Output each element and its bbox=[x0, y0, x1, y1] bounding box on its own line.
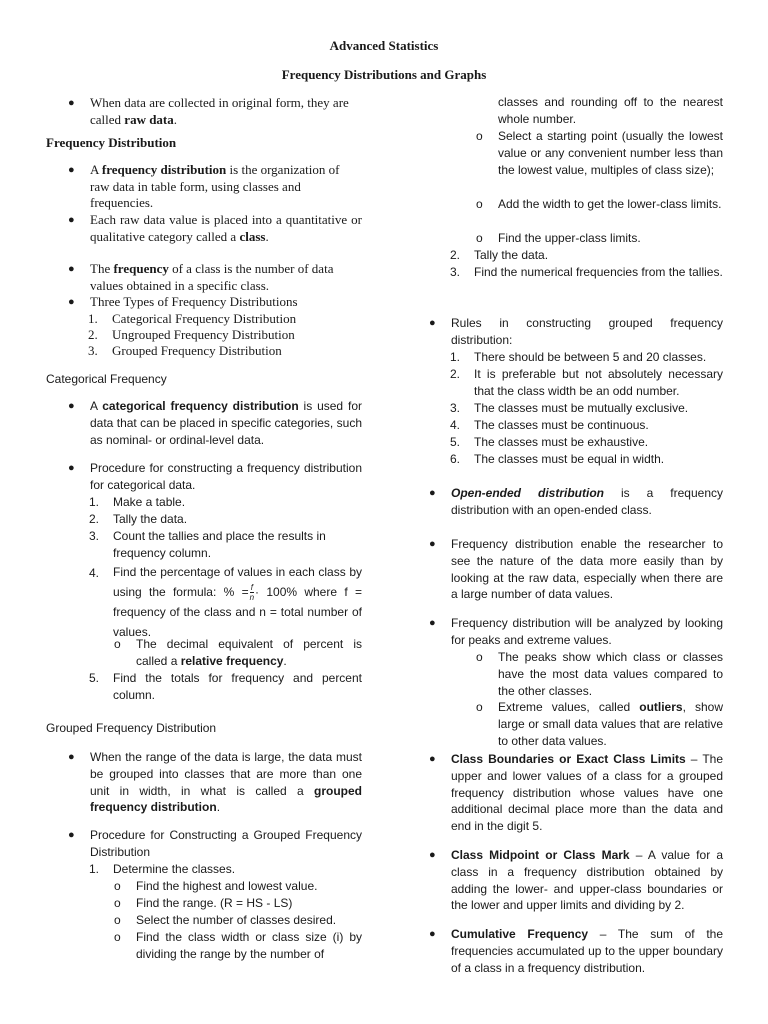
grp-sub-1: o Find the highest and lowest value. bbox=[114, 879, 318, 893]
grp-sub-2: o Find the range. (R = HS - LS) bbox=[114, 896, 293, 910]
r-sub-1: o Select a starting point (usually the lowest value or any convenient number less than the lowest value, multiples of class size); bbox=[476, 129, 723, 177]
grp-sub-4: o Find the class width or class size (i) by dividing the range by the number of bbox=[114, 930, 362, 961]
categorical-procedure-item: ● Procedure for constructing a frequency distribution for categorical data. bbox=[68, 461, 362, 492]
cat-step-1: 1. Make a table. bbox=[89, 495, 186, 509]
peaks-sub-2: o Extreme values, called outliers, show large or small data values that are relative to other data values. bbox=[476, 700, 723, 748]
grp-step-1: 1. Determine the classes. bbox=[89, 862, 236, 876]
r-sub-2: o Add the width to get the lower-class limits. bbox=[476, 197, 722, 211]
peaks-sub-1: o The peaks show which class or classes have the most data values compared to the other classes. bbox=[476, 650, 723, 698]
cat-step-3: 3. Count the tallies and place the results in frequency column. bbox=[89, 529, 326, 560]
continued-line: classes and rounding off to the nearest whole number. bbox=[498, 95, 723, 126]
type-2: 2. Ungrouped Frequency Distribution bbox=[88, 327, 295, 342]
rule-3: 3. The classes must be mutually exclusive. bbox=[450, 401, 689, 415]
bullet-marker: ● bbox=[68, 97, 75, 109]
rule-5: 5. The classes must be exhaustive. bbox=[450, 435, 649, 449]
open-ended-item: ● Open-ended distribution is a frequency distribution with an open-ended class. bbox=[429, 486, 723, 517]
class-definition-item: ● Each raw data value is placed into a quantitative or qualitative category called a class. bbox=[68, 212, 362, 244]
document-subtitle: Frequency Distributions and Graphs bbox=[281, 67, 487, 82]
percent-formula: % = $\frac{f}{n}$ · 100% bbox=[223, 583, 298, 603]
section-heading-frequency-distribution: Frequency Distribution bbox=[46, 135, 177, 150]
r-sub-3: o Find the upper-class limits. bbox=[476, 231, 641, 245]
rule-2: 2. It is preferable but not absolutely necessary that the class width be an odd number. bbox=[450, 367, 723, 398]
rules-item: ● Rules in constructing grouped frequency distribution: bbox=[429, 316, 723, 347]
enable-item: ● Frequency distribution enable the researcher to see the nature of the data more easily than by looking at the raw data, especially when there are a large number of data values. bbox=[429, 537, 723, 602]
types-item: ● Three Types of Frequency Distributions bbox=[68, 294, 298, 309]
frequency-definition-item: ● The frequency of a class is the number of data values obtained in a specific class. bbox=[68, 261, 334, 293]
r-step-3: 3. Find the numerical frequencies from the tallies. bbox=[450, 265, 723, 279]
rule-4: 4. The classes must be continuous. bbox=[450, 418, 649, 432]
grp-sub-3: o Select the number of classes desired. bbox=[114, 913, 337, 927]
rule-6: 6. The classes must be equal in width. bbox=[450, 452, 665, 466]
section-heading-grouped: Grouped Frequency Distribution bbox=[46, 721, 217, 735]
boundaries-item: ● Class Boundaries or Exact Class Limits – The upper and lower values of a class for a grouped frequency distribution whose values have one additional decimal place more than the data and end in the digit 5. bbox=[429, 752, 723, 834]
cumulative-item: ● Cumulative Frequency – The sum of the frequencies accumulated up to the upper boundary of a class in a frequency distribution. bbox=[429, 927, 723, 975]
grouped-procedure-item: ● Procedure for Constructing a Grouped Frequency Distribution bbox=[68, 828, 362, 859]
cat-step-5: 5. Find the totals for frequency and percent column. bbox=[89, 671, 362, 702]
r-step-2: 2. Tally the data. bbox=[450, 248, 549, 262]
type-1: 1. Categorical Frequency Distribution bbox=[88, 311, 297, 326]
peaks-item: ● Frequency distribution will be analyzed by looking for peaks and extreme values. bbox=[429, 616, 723, 647]
fd-definition-item: ● A frequency distribution is the organization of raw data in table form, using classes and frequencies. bbox=[68, 162, 340, 211]
cat-step-4-sub: o The decimal equivalent of percent is called a relative frequency. bbox=[114, 637, 362, 668]
type-3: 3. Grouped Frequency Distribution bbox=[88, 343, 282, 358]
cat-step-4: 4. Find the percentage of values in each class by using the formula: % = $\frac{f}{n}$ · 100% where f = frequency of the class and n = total number of values. bbox=[89, 565, 362, 640]
categorical-definition-item: ● A categorical frequency distribution is used for data that can be placed in specific categories, such as nominal- or ordinal-level data. bbox=[68, 399, 362, 447]
document-title: Advanced Statistics bbox=[329, 38, 439, 53]
midpoint-item: ● Class Midpoint or Class Mark – A value for a class in a frequency distribution obtained by adding the lower- and upper-class boundaries or the lower and upper limits and dividing by 2. bbox=[429, 848, 724, 913]
grouped-definition-item: ● When the range of the data is large, the data must be grouped into classes that are more than one unit in width, in what is called a grouped frequency distribution. bbox=[68, 750, 362, 815]
cat-step-2: 2. Tally the data. bbox=[89, 512, 188, 526]
raw-data-item: ● When data are collected in original form, they are called raw data. bbox=[68, 95, 349, 127]
section-heading-categorical: Categorical Frequency bbox=[46, 372, 167, 386]
rule-1: 1. There should be between 5 and 20 classes. bbox=[450, 350, 707, 364]
